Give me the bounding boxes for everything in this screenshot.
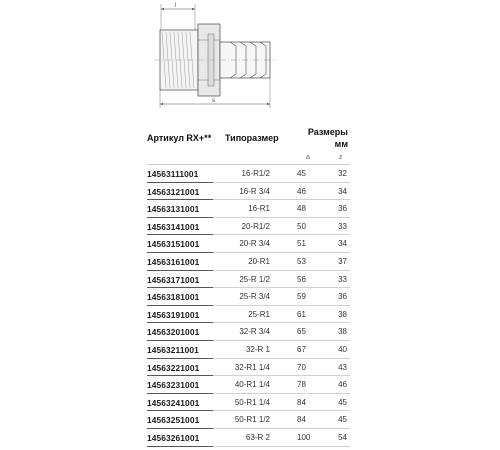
thread-dimension-label: l: [175, 3, 177, 9]
dimension-z: 34: [338, 186, 347, 196]
dimension-a: 45: [297, 169, 306, 178]
size-type: 25-R 3/4: [239, 292, 270, 302]
article-number: 14563121001: [147, 186, 200, 197]
column-z-label: z: [339, 154, 343, 161]
dimension-z: 36: [338, 292, 347, 302]
table-row: [147, 394, 350, 412]
size-type: 20-R 3/4: [239, 239, 270, 249]
dimension-a: 84: [297, 397, 306, 407]
article-number: 14563131001: [147, 204, 200, 215]
size-type: 50-R1 1/2: [234, 415, 270, 425]
size-type: 20-R1: [248, 257, 270, 266]
size-type: 32-R 1: [245, 345, 270, 354]
table-row: [147, 253, 350, 271]
column-a-label: a: [306, 154, 310, 161]
row-divider-accent: [147, 446, 213, 447]
dimension-z: 36: [338, 204, 347, 214]
dimension-z: 43: [338, 362, 347, 372]
header-type: Типоразмер: [225, 133, 279, 143]
dimension-a: 67: [297, 345, 306, 354]
article-number: 14563191001: [147, 309, 200, 320]
table-row: [147, 183, 350, 201]
article-number: 14563181001: [147, 292, 200, 303]
size-type: 16-R 3/4: [239, 186, 270, 196]
article-number: 14563221001: [147, 362, 200, 373]
size-type: 32-R1 1/4: [234, 362, 270, 372]
article-number: 14563161001: [147, 257, 200, 267]
dimension-z: 32: [338, 169, 347, 178]
header-sizes: [298, 126, 348, 150]
size-type: 63-R 2: [245, 433, 270, 442]
header-sizes-line1: Размеры: [307, 127, 348, 137]
dimension-a: 46: [297, 186, 306, 196]
size-type: 25-R1: [248, 309, 270, 319]
table-row: [147, 359, 350, 377]
table-row: [147, 411, 350, 429]
article-number: 14563111001: [147, 169, 199, 179]
dimension-z: 33: [338, 221, 347, 231]
header-sizes-line2: мм: [334, 139, 348, 149]
article-number: 14563151001: [147, 239, 200, 250]
table-row: [147, 200, 350, 218]
dimension-a: 53: [297, 257, 306, 266]
article-number: 14563261001: [147, 433, 200, 443]
fitting-drawing: [140, 0, 300, 118]
article-number: 14563171001: [147, 274, 200, 285]
table-row: [147, 271, 350, 289]
article-number: 14563201001: [147, 327, 200, 338]
size-type: 25-R 1/2: [239, 274, 270, 284]
table-row: [147, 235, 350, 253]
size-type: 20-R1/2: [241, 221, 270, 231]
table-row: [147, 429, 350, 447]
dimension-a: 61: [297, 309, 306, 319]
table-row: [147, 376, 350, 394]
size-type: 16-R1/2: [241, 169, 270, 178]
size-type: 50-R1 1/4: [234, 397, 270, 407]
table-row: [147, 218, 350, 236]
dimension-a: 78: [297, 380, 306, 390]
size-type: 40-R1 1/4: [234, 380, 270, 390]
dimension-a: 51: [297, 239, 306, 249]
dimension-z: 38: [338, 327, 347, 337]
dimension-a: 65: [297, 327, 306, 337]
dimension-a: 50: [297, 221, 306, 231]
dimension-a: 70: [297, 362, 306, 372]
table-row: [147, 341, 350, 359]
table-row: [147, 288, 350, 306]
dimension-z: 45: [338, 397, 347, 407]
article-number: 14563251001: [147, 415, 200, 426]
dimension-z: 38: [338, 309, 347, 319]
article-number: 14563231001: [147, 380, 200, 391]
length-dimension-label: s: [212, 98, 215, 104]
size-type: 32-R 3/4: [239, 327, 270, 337]
dimension-z: 37: [338, 257, 347, 266]
table-row: [147, 165, 350, 183]
dimension-z: 54: [338, 433, 347, 442]
header-article: Артикул RX+**: [147, 133, 212, 143]
dimension-z: 34: [338, 239, 347, 249]
article-number: 14563241001: [147, 397, 200, 408]
dimension-z: 45: [338, 415, 347, 425]
dimension-z: 33: [338, 274, 347, 284]
dimension-a: 56: [297, 274, 306, 284]
dimension-z: 46: [338, 380, 347, 390]
article-number: 14563141001: [147, 221, 200, 232]
table-row: [147, 306, 350, 324]
dimension-a: 48: [297, 204, 306, 214]
dimension-a: 84: [297, 415, 306, 425]
dimension-a: 100: [297, 433, 311, 442]
dimension-a: 59: [297, 292, 306, 302]
article-number: 14563211001: [147, 345, 199, 355]
table-row: [147, 323, 350, 341]
size-type: 16-R1: [248, 204, 270, 214]
dimension-z: 40: [338, 345, 347, 354]
